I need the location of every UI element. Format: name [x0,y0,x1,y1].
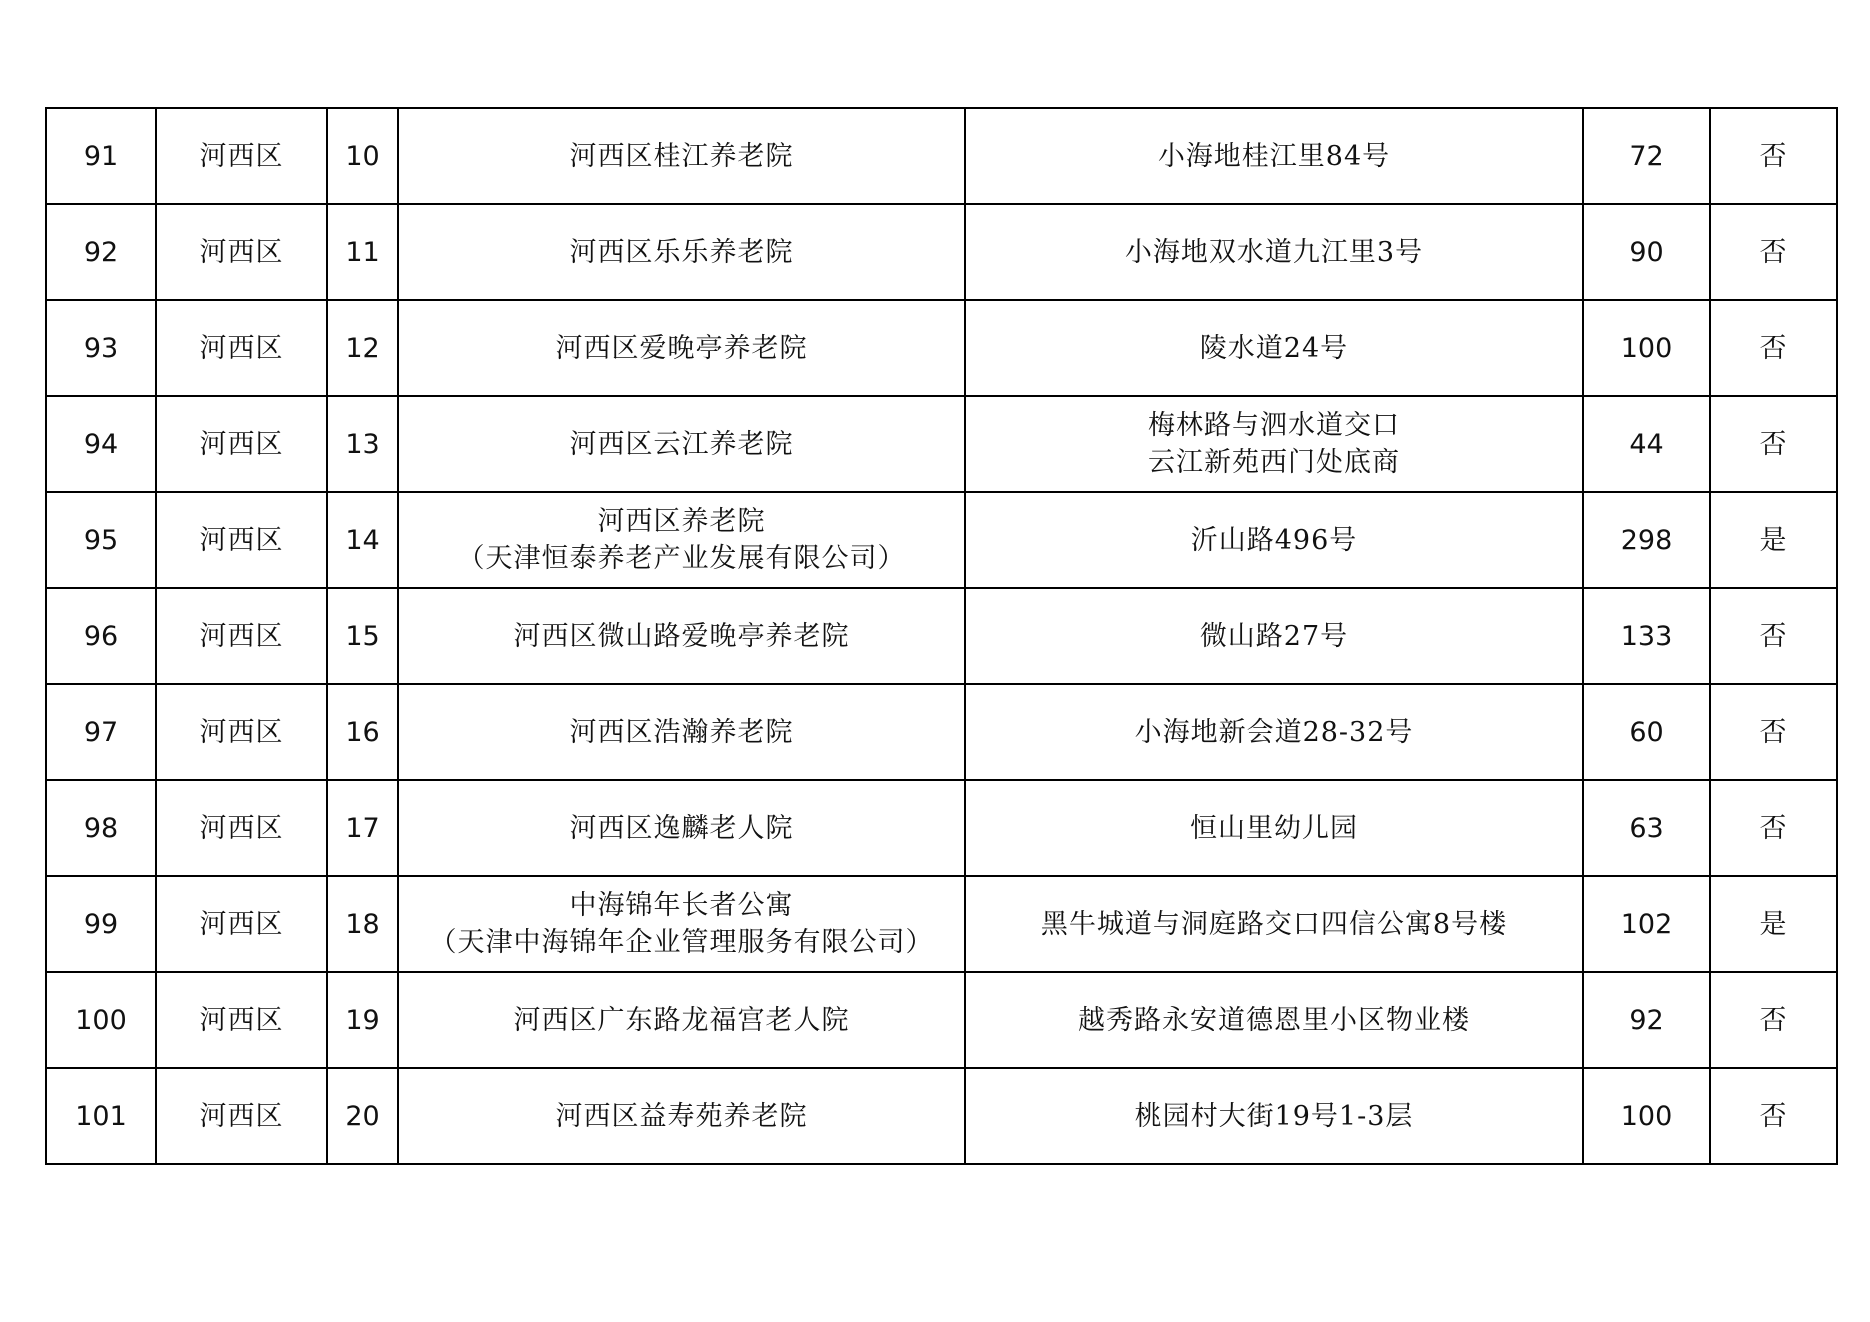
seq-cell: 93 [46,300,156,396]
table-row [46,108,1837,204]
seq-cell: 92 [46,204,156,300]
table-row [46,684,1837,780]
institution-name-cell-line: （天津恒泰养老产业发展有限公司） [457,543,906,574]
institution-name-cell [398,492,965,588]
address-cell-line: 桃园村大街19号1-3层 [1134,1100,1414,1132]
table-body [46,108,1837,1164]
table-row [46,876,1837,972]
seq-cell: 95 [46,492,156,588]
seq-cell: 100 [46,972,156,1068]
beds-cell: 90 [1583,204,1710,300]
sub-seq-cell: 14 [327,492,398,588]
sub-seq-cell: 11 [327,204,398,300]
table-row [46,972,1837,1068]
institution-name-cell [398,108,965,204]
sub-seq-cell: 16 [327,684,398,780]
beds-cell: 102 [1583,876,1710,972]
address-cell-line: 云江新苑西门处底商 [1148,447,1400,478]
institution-name-cell-line: 河西区浩瀚养老院 [569,716,794,748]
district-cell: 河西区 [156,684,327,780]
table-row [46,204,1837,300]
institution-name-cell-line: 河西区乐乐养老院 [569,236,794,268]
seq-cell: 99 [46,876,156,972]
address-cell [965,492,1583,588]
address-cell [965,972,1583,1068]
address-cell-line: 越秀路永安道德恩里小区物业楼 [1078,1004,1470,1036]
flag-cell: 否 [1710,972,1837,1068]
address-cell [965,588,1583,684]
institution-name-cell-line: （天津中海锦年企业管理服务有限公司） [429,927,934,958]
address-cell-line: 小海地新会道28-32号 [1134,716,1414,748]
institution-name-cell [398,204,965,300]
flag-cell: 是 [1710,492,1837,588]
institution-name-cell-line: 河西区云江养老院 [569,428,794,460]
address-cell [965,396,1583,492]
district-cell: 河西区 [156,492,327,588]
seq-cell: 101 [46,1068,156,1164]
sub-seq-cell: 19 [327,972,398,1068]
address-cell-line: 黑牛城道与洞庭路交口四信公寓8号楼 [1040,908,1508,940]
seq-cell: 98 [46,780,156,876]
table-row [46,396,1837,492]
district-cell: 河西区 [156,300,327,396]
flag-cell: 否 [1710,396,1837,492]
address-cell-line: 陵水道24号 [1199,332,1349,364]
institution-name-cell [398,972,965,1068]
address-cell-line: 梅林路与泗水道交口 [1148,410,1400,441]
address-cell-line: 小海地桂江里84号 [1157,140,1391,172]
institution-name-cell-line: 河西区广东路龙福宫老人院 [513,1004,850,1036]
institution-name-cell-line: 中海锦年长者公寓 [569,890,794,921]
institution-name-cell [398,588,965,684]
address-cell-line: 微山路27号 [1199,620,1349,652]
table-row [46,780,1837,876]
sub-seq-cell: 10 [327,108,398,204]
institution-name-cell [398,396,965,492]
district-cell: 河西区 [156,588,327,684]
institution-name-cell [398,876,965,972]
address-cell-line: 恒山里幼儿园 [1190,812,1358,844]
flag-cell: 否 [1710,588,1837,684]
beds-cell: 63 [1583,780,1710,876]
table-row [46,588,1837,684]
sub-seq-cell: 13 [327,396,398,492]
institution-name-cell-line: 河西区养老院 [597,506,766,537]
nursing-home-table [45,107,1838,1165]
seq-cell: 91 [46,108,156,204]
beds-cell: 100 [1583,1068,1710,1164]
district-cell: 河西区 [156,876,327,972]
district-cell: 河西区 [156,396,327,492]
address-cell-line: 沂山路496号 [1190,524,1358,556]
district-cell: 河西区 [156,1068,327,1164]
institution-name-cell-line: 河西区桂江养老院 [569,140,794,172]
beds-cell: 44 [1583,396,1710,492]
institution-name-cell-line: 河西区逸麟老人院 [569,812,794,844]
district-cell: 河西区 [156,204,327,300]
district-cell: 河西区 [156,780,327,876]
beds-cell: 100 [1583,300,1710,396]
beds-cell: 298 [1583,492,1710,588]
table-row [46,1068,1837,1164]
address-cell-line: 小海地双水道九江里3号 [1124,236,1424,268]
institution-name-cell-line: 河西区爱晚亭养老院 [555,332,808,364]
address-cell [965,684,1583,780]
institution-name-cell [398,300,965,396]
institution-name-cell [398,780,965,876]
district-cell: 河西区 [156,108,327,204]
address-cell [965,1068,1583,1164]
beds-cell: 72 [1583,108,1710,204]
seq-cell: 96 [46,588,156,684]
beds-cell: 133 [1583,588,1710,684]
flag-cell: 否 [1710,684,1837,780]
table-row [46,300,1837,396]
address-cell [965,108,1583,204]
sub-seq-cell: 18 [327,876,398,972]
district-cell: 河西区 [156,972,327,1068]
sub-seq-cell: 12 [327,300,398,396]
sub-seq-cell: 15 [327,588,398,684]
institution-name-cell-line: 河西区益寿苑养老院 [555,1100,808,1132]
flag-cell: 否 [1710,108,1837,204]
institution-name-cell [398,1068,965,1164]
beds-cell: 60 [1583,684,1710,780]
address-cell [965,300,1583,396]
sub-seq-cell: 20 [327,1068,398,1164]
flag-cell: 否 [1710,780,1837,876]
seq-cell: 94 [46,396,156,492]
institution-name-cell [398,684,965,780]
institution-name-cell-line: 河西区微山路爱晚亭养老院 [513,620,850,652]
flag-cell: 否 [1710,1068,1837,1164]
flag-cell: 是 [1710,876,1837,972]
table-row [46,492,1837,588]
address-cell [965,876,1583,972]
flag-cell: 否 [1710,204,1837,300]
seq-cell: 97 [46,684,156,780]
beds-cell: 92 [1583,972,1710,1068]
address-cell [965,204,1583,300]
address-cell [965,780,1583,876]
flag-cell: 否 [1710,300,1837,396]
sub-seq-cell: 17 [327,780,398,876]
